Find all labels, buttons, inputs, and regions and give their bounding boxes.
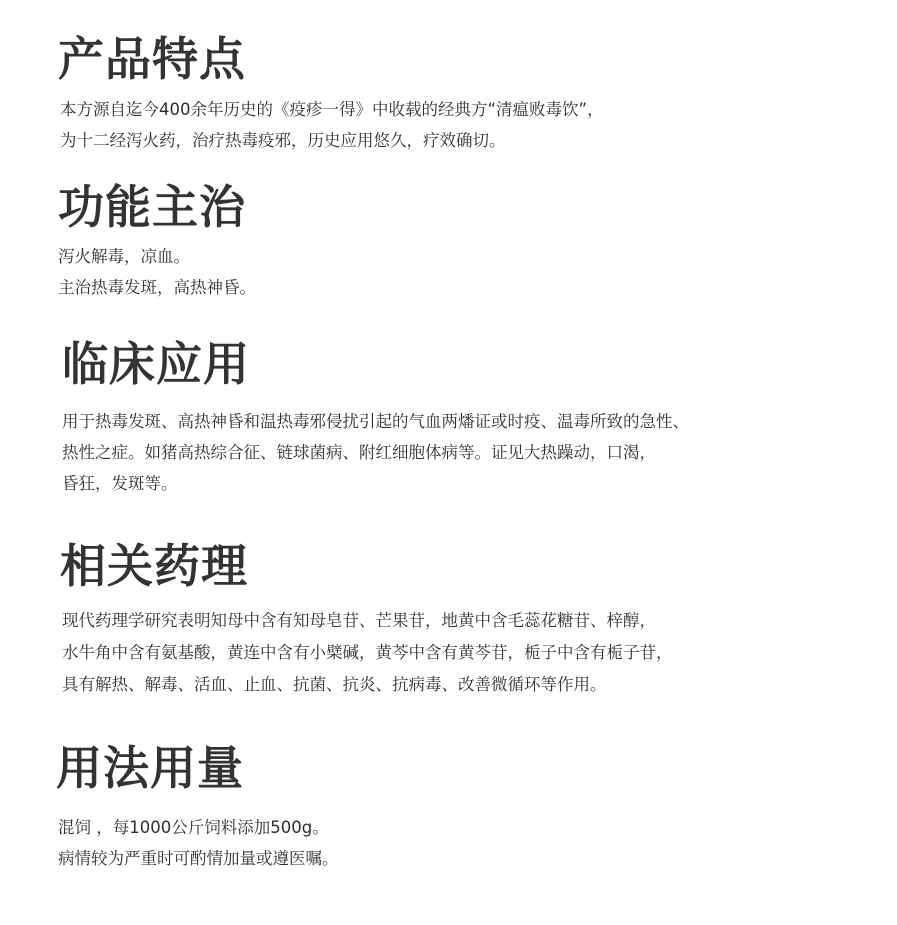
body-line: 为十二经泻火药，治疗热毒疫邪，历史应用悠久，疗效确切。 — [60, 131, 506, 150]
body-line: 水牛角中含有氨基酸，黄连中含有小檗碱，黄芩中含有黄芩苷，栀子中含有栀子苷， — [62, 643, 673, 662]
body-line: 泻火解毒，凉血。 — [58, 247, 190, 266]
body-line: 主治热毒发斑，高热神昏。 — [58, 278, 256, 297]
body-line: 病情较为严重时可酌情加量或遵医嘱。 — [58, 849, 339, 868]
section-title: 相关药理 — [60, 539, 248, 593]
body-line: 本方源自迄今400余年历史的《疫疹一得》中收载的经典方“清瘟败毒饮”， — [60, 100, 604, 119]
body-line: 昏狂，发斑等。 — [62, 474, 178, 493]
section-title: 产品特点 — [58, 32, 246, 86]
section-title: 功能主治 — [58, 180, 246, 234]
section-title: 临床应用 — [62, 337, 250, 391]
body-line: 热性之症。如猪高热综合征、链球菌病、附红细胞体病等。证见大热躁动，口渴， — [62, 443, 656, 462]
body-line: 用于热毒发斑、高热神昏和温热毒邪侵扰引起的气血两燔证或时疫、温毒所致的急性、 — [62, 412, 689, 431]
section-title: 用法用量 — [56, 741, 244, 795]
body-line: 混饲 ，每1000公斤饲料添加500g。 — [58, 818, 329, 837]
body-line: 现代药理学研究表明知母中含有知母皂苷、芒果苷，地黄中含毛蕊花糖苷、梓醇， — [62, 611, 656, 630]
body-line: 具有解热、解毒、活血、止血、抗菌、抗炎、抗病毒、改善微循环等作用。 — [62, 675, 607, 694]
